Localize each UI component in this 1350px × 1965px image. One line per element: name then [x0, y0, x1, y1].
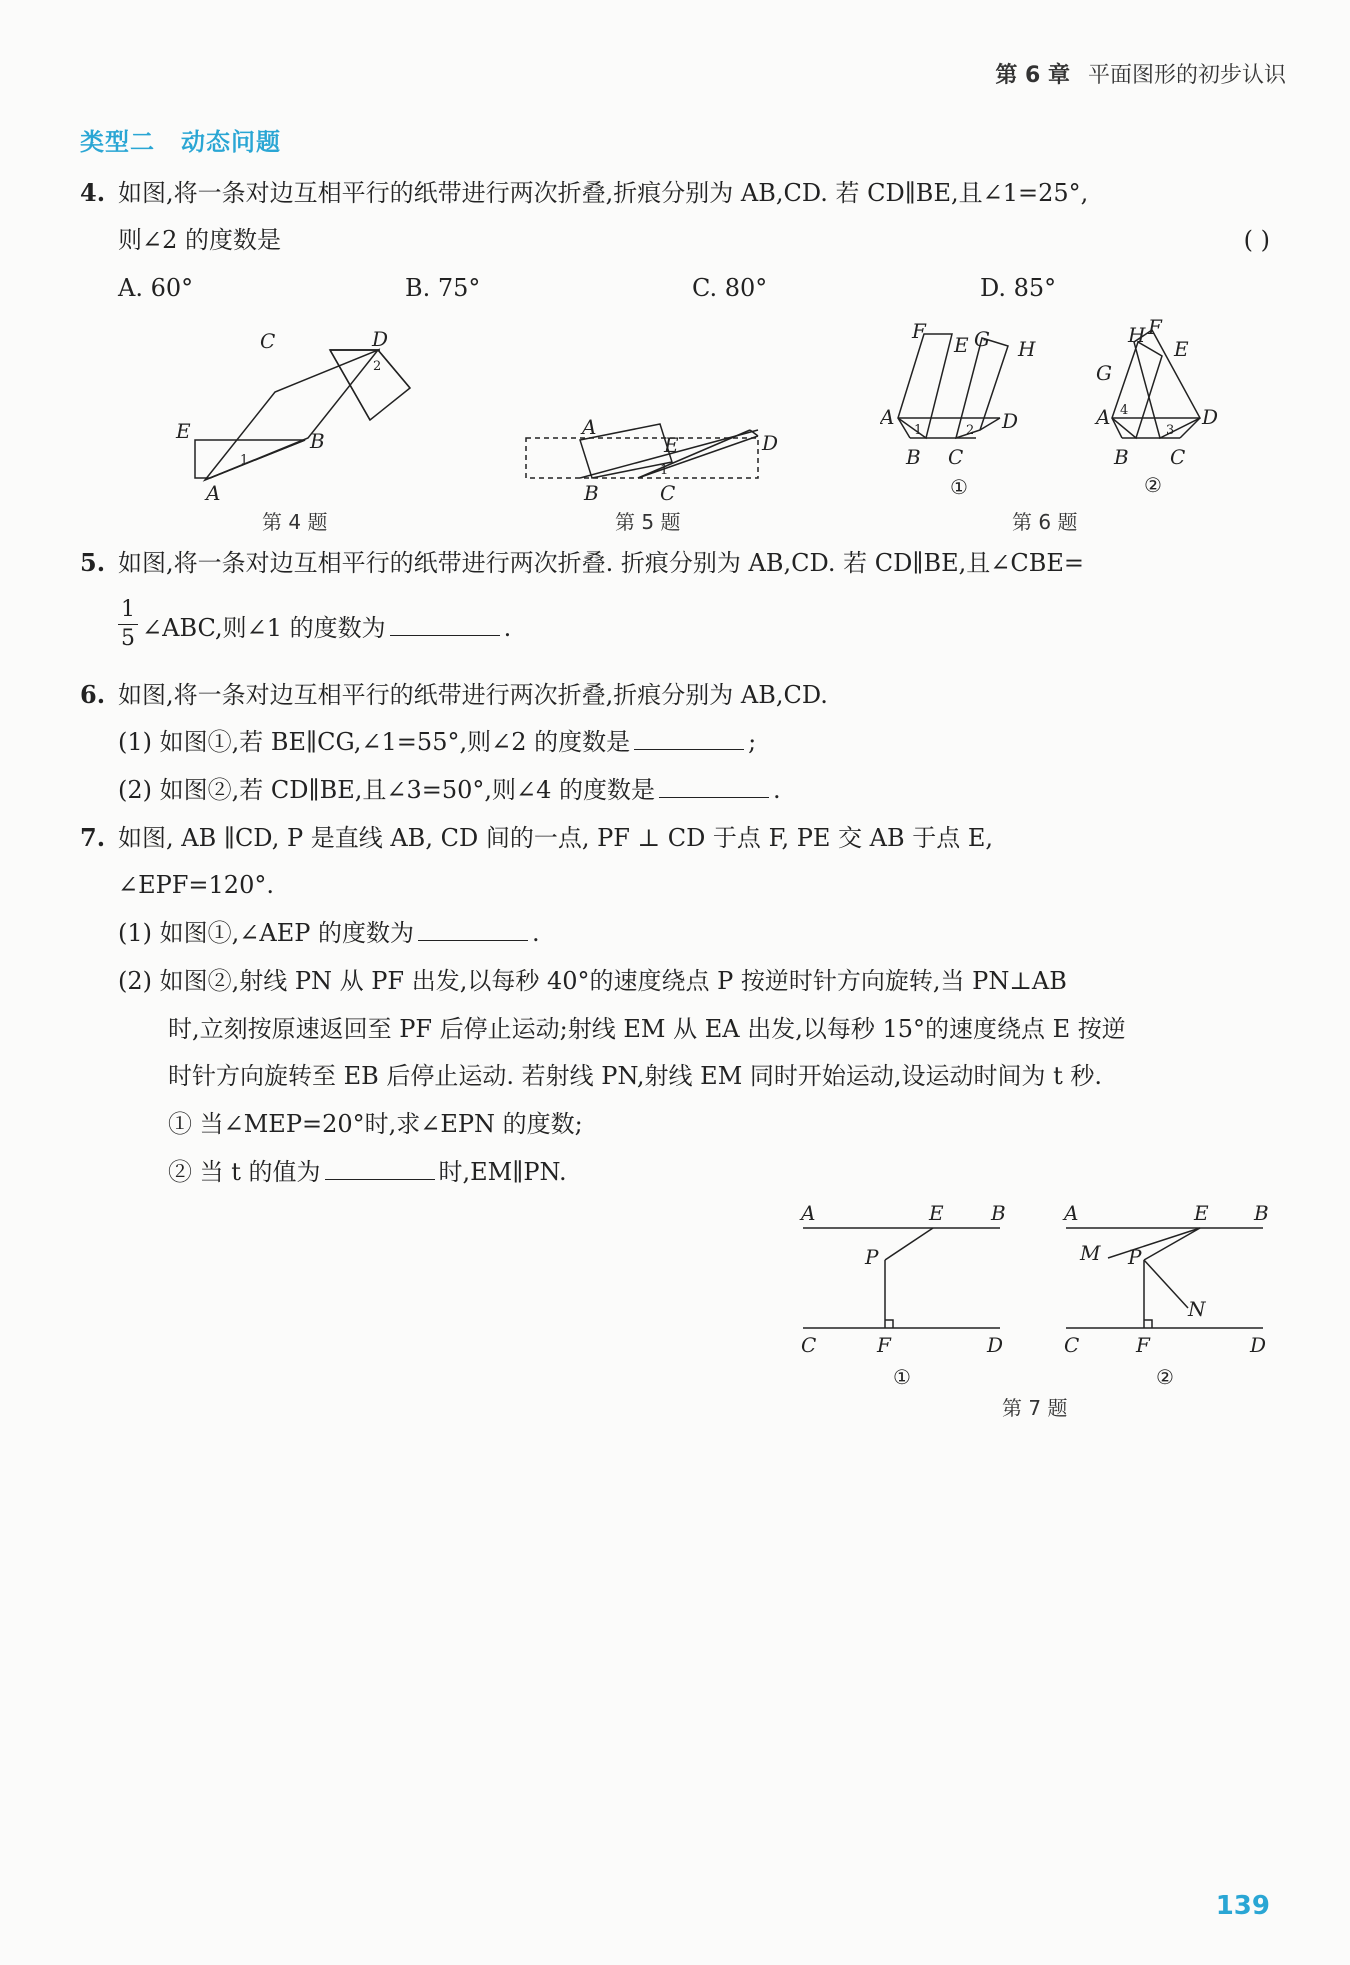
- q6-sub2-end: .: [773, 776, 781, 804]
- fig4-label-e: E: [176, 419, 191, 443]
- figure-7-2: [1058, 1200, 1278, 1390]
- q4-answer-paren: ( ): [1243, 226, 1270, 254]
- q6-sub1: [118, 727, 756, 757]
- fig6a-label-h: H: [1018, 337, 1036, 361]
- fig6a-label-c: C: [948, 445, 964, 469]
- q6-sub2-text: (2) 如图②,若 CD∥BE,且∠3=50°,则∠4 的度数是: [118, 776, 656, 804]
- section-heading: [80, 122, 281, 157]
- q5-line2-end: .: [503, 614, 512, 642]
- fig6b-label-g: G: [1096, 361, 1112, 385]
- q4-line2: 则∠2 的度数是: [118, 226, 282, 254]
- q7-sub1-text: (1) 如图①,∠AEP 的度数为: [118, 919, 414, 947]
- figure-7-1: [795, 1200, 1015, 1390]
- fig5-label-b: B: [584, 481, 599, 505]
- fig6a-label-d: D: [1002, 409, 1019, 433]
- fig6a-label-b: B: [906, 445, 921, 469]
- figure-5: [520, 410, 790, 505]
- q7-item2: [168, 1157, 567, 1187]
- fig7b-label-n: N: [1188, 1297, 1206, 1321]
- q6-sub1-end: ;: [748, 728, 757, 756]
- figure-4-caption: 第 4 题: [262, 510, 328, 534]
- fig6a-label-f: F: [912, 322, 926, 343]
- fig7a-label-e: E: [929, 1201, 944, 1225]
- figure-7-caption: 第 7 题: [1002, 1396, 1068, 1420]
- q5-number: 5.: [80, 548, 106, 577]
- q7-item1: ① 当∠MEP=20°时,求∠EPN 的度数;: [168, 1110, 583, 1138]
- fig7a-label-a: A: [801, 1201, 816, 1225]
- chapter-number: 第 6 章: [995, 63, 1070, 88]
- fig6a-angle-1: 1: [914, 423, 923, 438]
- fig5-label-a: A: [582, 415, 597, 439]
- fig4-label-d: D: [372, 327, 389, 351]
- fig7a-label-p: P: [865, 1245, 879, 1269]
- q5-fraction-denominator: 5: [121, 626, 135, 651]
- section-label: 类型二: [80, 128, 155, 156]
- fig4-label-b: B: [310, 429, 325, 453]
- fig7b-label-p: P: [1128, 1245, 1142, 1269]
- fig6b-label-a: A: [1096, 405, 1111, 429]
- fig7b-label-a: A: [1064, 1201, 1079, 1225]
- fig5-angle-1: 1: [660, 463, 669, 478]
- q4-number: 4.: [80, 178, 106, 207]
- q4-option-a: A. 60°: [118, 274, 194, 302]
- figure-4: [170, 320, 430, 510]
- q4-line1: 如图,将一条对边互相平行的纸带进行两次折叠,折痕分别为 AB,CD. 若 CD∥BE,且∠1=25°,: [118, 179, 1089, 207]
- q6-sub2-blank[interactable]: [659, 775, 769, 798]
- q4-option-c: C. 80°: [692, 274, 768, 302]
- fig7b-label-f: F: [1136, 1333, 1150, 1357]
- q7-sub2-line2: 时,立刻按原速返回至 PF 后停止运动;射线 EM 从 EA 出发,以每秒 15°的速度绕点 E 按逆: [168, 1015, 1126, 1043]
- q6-number: 6.: [80, 680, 106, 709]
- fig4-label-c: C: [260, 329, 276, 353]
- q7-item2-blank[interactable]: [325, 1157, 435, 1180]
- fig6b-label-b: B: [1114, 445, 1129, 469]
- fig6a-label-e: E: [954, 333, 969, 357]
- fig5-label-d: D: [762, 431, 779, 455]
- fig4-label-a: A: [206, 481, 221, 505]
- q7-item2-text: ② 当 t 的值为: [168, 1158, 321, 1186]
- q7-sub1-end: .: [532, 919, 540, 947]
- q7-sub2-line3: 时针方向旋转至 EB 后停止运动. 若射线 PN,射线 EM 同时开始运动,设运动时间为 t 秒.: [168, 1062, 1103, 1090]
- q7-sub1: [118, 918, 540, 948]
- figure-6-2: [1090, 318, 1240, 502]
- fig6b-angle-4: 4: [1120, 403, 1129, 418]
- fig7b-circled-2: ②: [1156, 1365, 1174, 1389]
- q6-sub2: [118, 775, 781, 805]
- fig6b-label-f: F: [1148, 318, 1162, 339]
- q7-sub2-line1: (2) 如图②,射线 PN 从 PF 出发,以每秒 40°的速度绕点 P 按逆时针方向旋转,当 PN⊥AB: [118, 967, 1067, 995]
- fig6b-label-e: E: [1174, 337, 1189, 361]
- fig6b-label-h: H: [1128, 323, 1146, 347]
- q5-line1: 如图,将一条对边互相平行的纸带进行两次折叠. 折痕分别为 AB,CD. 若 CD∥BE,且∠CBE=: [118, 549, 1084, 577]
- q7-line1: 如图, AB ∥CD, P 是直线 AB, CD 间的一点, PF ⊥ CD 于点 F, PE 交 AB 于点 E,: [118, 824, 994, 852]
- q6-sub1-text: (1) 如图①,若 BE∥CG,∠1=55°,则∠2 的度数是: [118, 728, 631, 756]
- q6-sub1-blank[interactable]: [634, 727, 744, 750]
- q7-sub1-blank[interactable]: [418, 918, 528, 941]
- chapter-title: 平面图形的初步认识: [1087, 63, 1286, 88]
- fig6b-label-d: D: [1202, 405, 1219, 429]
- fig7b-label-b: B: [1254, 1201, 1269, 1225]
- q5-answer-blank[interactable]: [390, 613, 500, 636]
- q5-line2: [142, 613, 511, 643]
- fig7a-circled-1: ①: [893, 1365, 911, 1389]
- fig6b-angle-3: 3: [1166, 423, 1175, 438]
- fig5-label-e: E: [664, 433, 679, 457]
- figure-5-caption: 第 5 题: [615, 510, 681, 534]
- fig6a-label-g: G: [974, 327, 990, 351]
- section-title: 动态问题: [181, 128, 281, 156]
- fig4-angle-2: 2: [373, 359, 382, 374]
- fig7b-label-d: D: [1250, 1333, 1267, 1357]
- figure-6-caption: 第 6 题: [1012, 510, 1078, 534]
- fig6a-angle-2: 2: [966, 423, 975, 438]
- fig7b-label-m: M: [1080, 1241, 1101, 1265]
- fig6b-label-c: C: [1170, 445, 1186, 469]
- fig7a-label-d: D: [987, 1333, 1004, 1357]
- fig6a-label-a: A: [880, 405, 895, 429]
- q7-item2-end: 时,EM∥PN.: [438, 1158, 567, 1186]
- fig7a-label-f: F: [877, 1333, 891, 1357]
- fig6a-circled-1: ①: [950, 475, 968, 499]
- fig7a-label-b: B: [991, 1201, 1006, 1225]
- page-header: [995, 58, 1286, 89]
- q5-line2-text: ∠ABC,则∠1 的度数为: [142, 614, 386, 642]
- q5-fraction-numerator: 1: [121, 597, 135, 622]
- fig7b-label-c: C: [1064, 1333, 1080, 1357]
- q6-line1: 如图,将一条对边互相平行的纸带进行两次折叠,折痕分别为 AB,CD.: [118, 681, 828, 709]
- fig6b-circled-2: ②: [1144, 473, 1162, 497]
- fig4-angle-1: 1: [240, 453, 249, 468]
- q5-fraction-bar: [118, 624, 138, 625]
- figure-6-1: [880, 322, 1040, 502]
- q7-number: 7.: [80, 823, 106, 852]
- fig7b-label-e: E: [1194, 1201, 1209, 1225]
- q4-option-d: D. 85°: [980, 274, 1057, 302]
- q4-option-b: B. 75°: [405, 274, 481, 302]
- q5-fraction: [118, 598, 138, 651]
- fig7a-label-c: C: [801, 1333, 817, 1357]
- fig5-label-c: C: [660, 481, 676, 505]
- page-number: 139: [1215, 1891, 1270, 1921]
- q7-line2: ∠EPF=120°.: [118, 871, 274, 899]
